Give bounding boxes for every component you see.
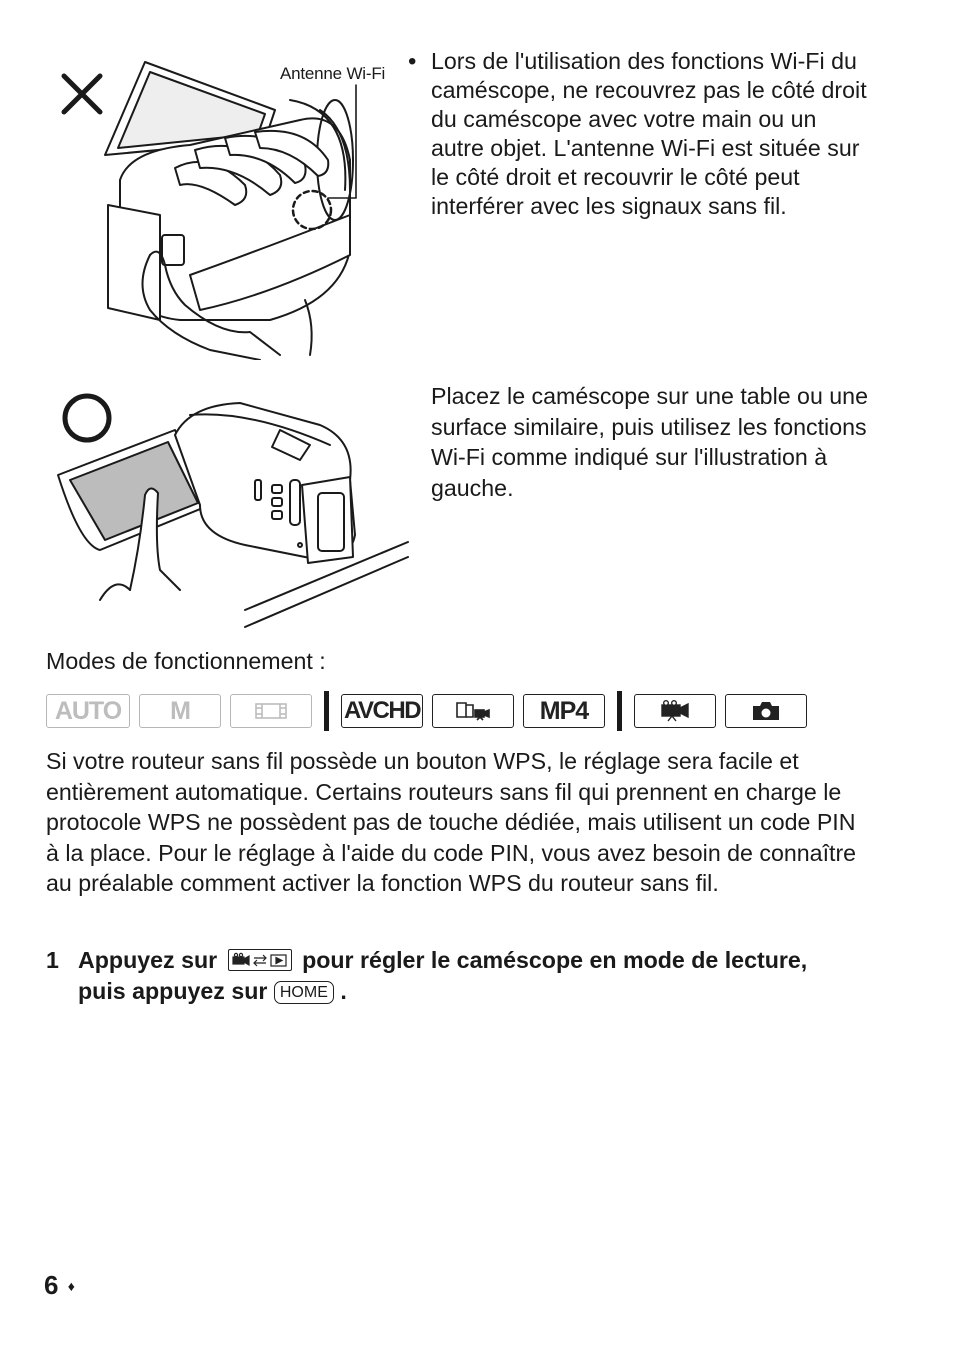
mode-mp4-badge: MP4 xyxy=(523,694,605,728)
mode-separator xyxy=(324,691,329,731)
movie-camera-icon xyxy=(658,699,692,723)
cross-mark-icon xyxy=(64,76,100,112)
camera-play-toggle-icon xyxy=(230,952,290,968)
mode-movie-badge xyxy=(634,694,716,728)
mode-manual-badge: M xyxy=(139,694,221,728)
step-text-part3: puis appuyez sur xyxy=(78,977,268,1004)
mode-story-badge xyxy=(432,694,514,728)
step-1 xyxy=(46,945,866,1006)
cinema-mode-icon xyxy=(253,701,289,721)
modes-heading: Modes de fonctionnement : xyxy=(46,648,326,674)
mode-avchd-badge: AVCHD xyxy=(341,694,423,728)
figure-camcorder-on-table xyxy=(50,385,410,630)
mode-cinema-badge xyxy=(230,694,312,728)
placement-instruction: Placez le caméscope sur une table ou une surface similaire, puis utilisez les fonctions Wi-Fi comme indiqué sur l'illustration à gauche. xyxy=(431,383,868,501)
mode-auto-badge: AUTO xyxy=(46,694,130,728)
page-number-value: 6 xyxy=(44,1270,59,1300)
step-text-part4: . xyxy=(340,977,347,1004)
story-mode-icon xyxy=(453,700,493,722)
play-mode-button-symbol xyxy=(228,949,292,971)
step-body xyxy=(46,945,866,1006)
page-number xyxy=(44,1270,75,1301)
operating-modes-row xyxy=(46,691,816,731)
step-text-part1: Appuyez sur xyxy=(78,947,218,973)
bullet-list xyxy=(408,47,868,221)
wps-paragraph: Si votre routeur sans fil possède un bouton WPS, le réglage sera facile et entièrement automatique. Certains routeurs sans fil qui prennent en charge le protocole WPS ne possèdent pas de touche dédiée, mais utilisent un code PIN à la place. Pour le réglage à l'aide du code PIN, vous avez besoin de connaître au préalable comment activer la fonction WPS du routeur sans fil. xyxy=(46,748,857,896)
figure-covered-camcorder xyxy=(50,50,400,360)
photo-camera-icon xyxy=(750,699,782,723)
bullet-section xyxy=(408,47,868,221)
antenna-wifi-label: Antenne Wi-Fi xyxy=(280,64,386,83)
circle-mark-icon xyxy=(65,396,109,440)
bullet-item-covering-warning: • Lors de l'utilisation des fonctions Wi-Fi du caméscope, ne recouvrez pas le côté droit du caméscope avec votre main ou un autre objet. L'antenne Wi-Fi est située sur le côté droit et recouvrir le côté peut interférer avec les signaux sans fil. xyxy=(408,47,868,221)
mode-separator xyxy=(617,691,622,731)
step-text-part2: pour régler le caméscope en mode de lecture, xyxy=(302,947,808,973)
mode-photo-badge xyxy=(725,694,807,728)
home-button-symbol: HOME xyxy=(274,981,334,1004)
diamond-icon: ♦ xyxy=(67,1278,75,1294)
step-number: 1 xyxy=(46,947,59,973)
